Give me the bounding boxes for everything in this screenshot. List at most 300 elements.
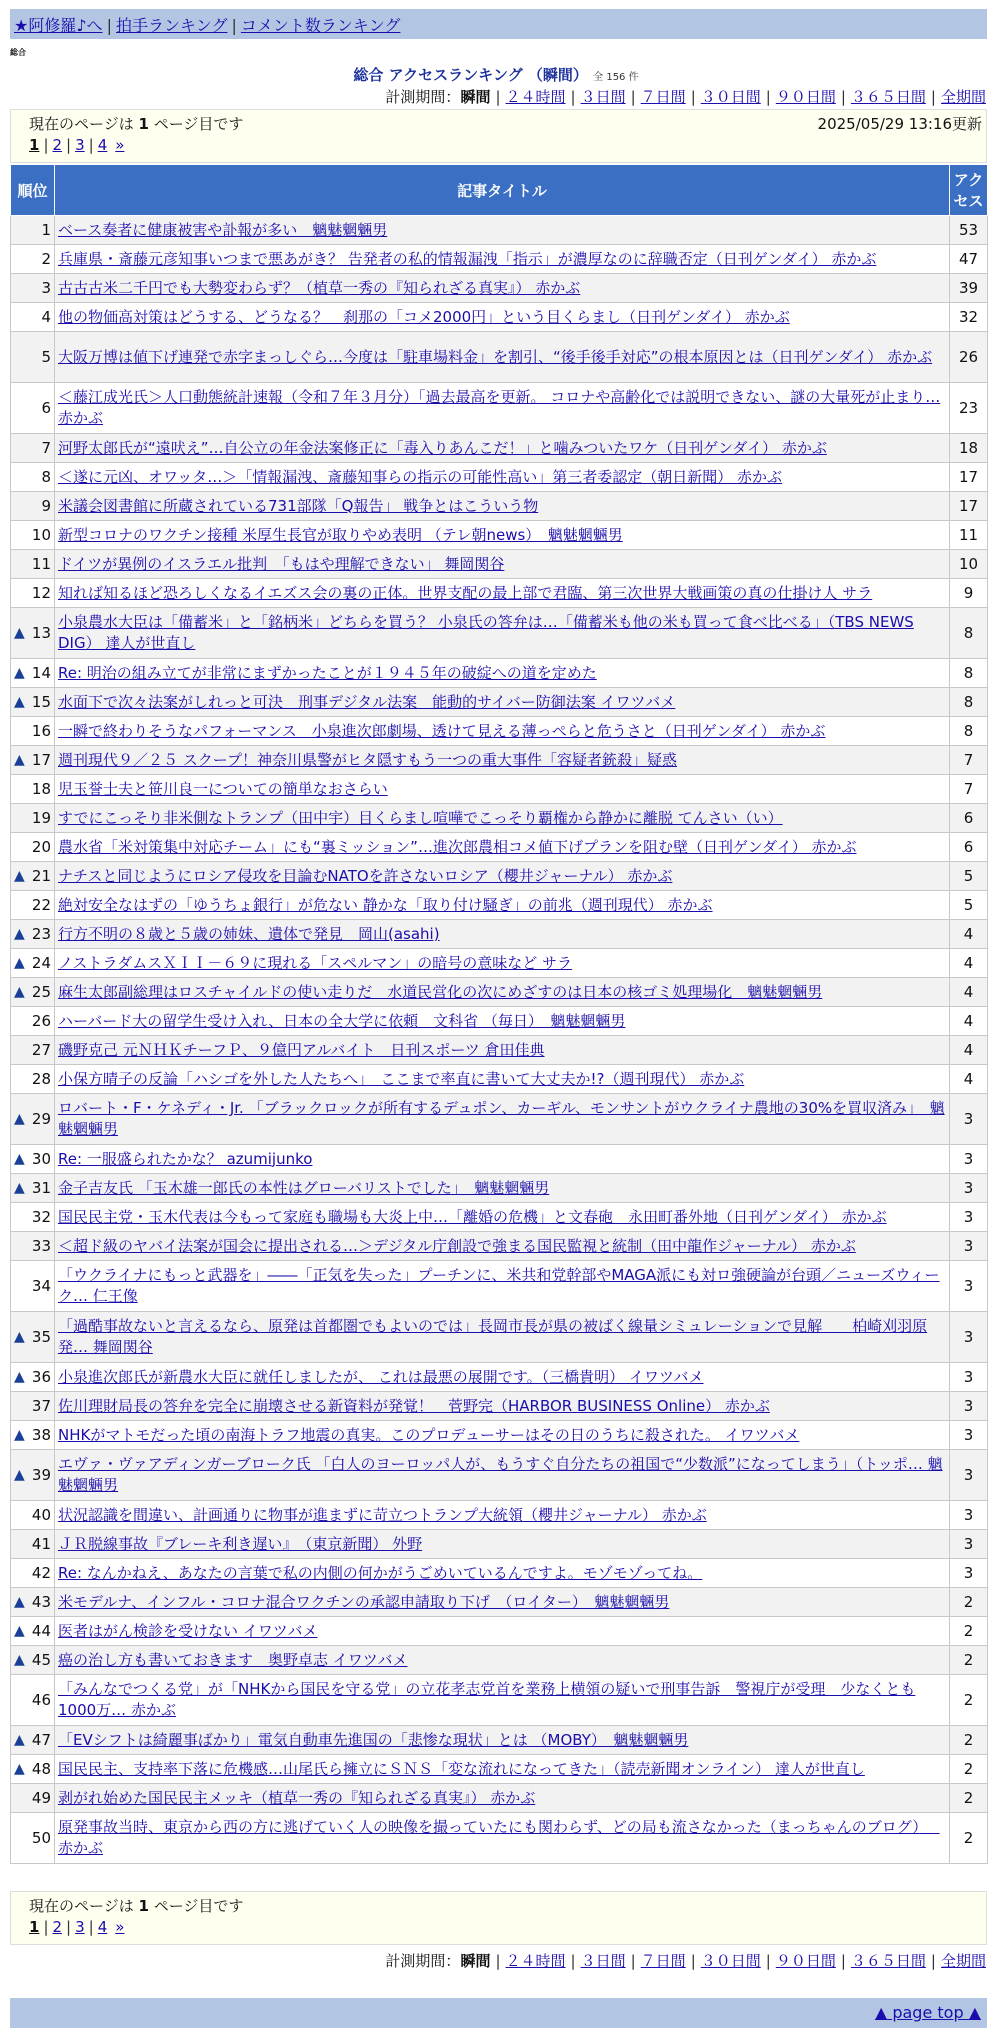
rank-cell [11, 1065, 55, 1094]
access-count: 7 [950, 775, 988, 804]
article-title-link[interactable]: ＜超ド級のヤバイ法案が国会に提出される…＞デジタル庁創設で強まる国民監視と統制（田中龍作ジャーナル） 赤かぶ [58, 1236, 856, 1255]
title-cell [55, 579, 950, 608]
rank-up-arrow-icon: ▲ [14, 1328, 25, 1345]
table-row [11, 608, 988, 659]
pager-top [10, 109, 987, 163]
rank-number: 27 [31, 1040, 51, 1059]
access-count: 4 [950, 1007, 988, 1036]
rank-up-arrow-icon: ▲ [14, 1426, 25, 1443]
rank-up-arrow-icon: ▲ [14, 1179, 25, 1196]
table-row [11, 550, 988, 579]
rank-number: 22 [31, 895, 51, 914]
article-title-link[interactable]: ナチスと同じようにロシア侵攻を目論むNATOを許さないロシア（櫻井ジャーナル） 赤かぶ [58, 866, 673, 885]
article-title-link[interactable]: 児玉誉士夫と笹川良一についての簡単なおさらい [58, 779, 388, 798]
period-label: 計測期間： [385, 1952, 461, 1970]
rank-up-arrow-icon: ▲ [14, 954, 25, 971]
access-count: 2 [950, 1588, 988, 1617]
rank-number: 30 [31, 1149, 51, 1168]
period-selector-bottom: 計測期間：瞬間 | ２４時間 | ３日間 | ７日間 | ３０日間 | ９０日間 | ３６５日間 | 全期間 [385, 1952, 986, 1970]
rank-number: 29 [31, 1109, 51, 1128]
section-label: 総合 [10, 48, 26, 57]
title-cell [55, 1813, 950, 1864]
article-title-link[interactable]: ドイツが異例のイスラエル批判 「もはや理解できない」 舞岡関谷 [58, 554, 505, 573]
table-row [11, 920, 988, 949]
period-3days[interactable]: ３日間 [580, 1952, 626, 1970]
period-selector-top: 計測期間：瞬間 | ２４時間 | ３日間 | ７日間 | ３０日間 | ９０日間 | ３６５日間 | 全期間 [385, 88, 986, 106]
access-count: 3 [950, 1232, 988, 1261]
rank-cell [11, 1036, 55, 1065]
period-all[interactable]: 全期間 [940, 1952, 986, 1970]
title-cell [55, 245, 950, 274]
title-cell [55, 1755, 950, 1784]
title-cell [55, 1784, 950, 1813]
rank-cell [11, 717, 55, 746]
title-cell [55, 434, 950, 463]
rank-cell [11, 521, 55, 550]
table-row [11, 1450, 988, 1501]
rank-cell [11, 949, 55, 978]
rank-number: 25 [31, 982, 51, 1001]
page-top-link[interactable]: ▲ page top ▲ [874, 2003, 981, 2022]
access-count: 2 [950, 1755, 988, 1784]
rank-number: 21 [31, 866, 51, 885]
access-count: 23 [950, 383, 988, 434]
rank-cell [11, 1588, 55, 1617]
article-title-link[interactable]: すでにこっそり非米側なトランプ（田中宇）目くらまし喧嘩でこっそり覇権から静かに離脱 てんさい（い） [58, 808, 783, 827]
access-count: 5 [950, 862, 988, 891]
table-row [11, 862, 988, 891]
table-row [11, 521, 988, 550]
title-cell [55, 1559, 950, 1588]
page-link-2[interactable]: 2 [52, 136, 63, 154]
title-cell [55, 1203, 950, 1232]
title-cell [55, 1007, 950, 1036]
rank-up-arrow-icon: ▲ [14, 1760, 25, 1777]
article-title-link[interactable]: ロバート・F・ケネディ・Jr. 「ブラックロックが所有するデュポン、カーギル、モンサントがウクライナ農地の30%を買収済み」 魑魅魍魎男 [58, 1099, 945, 1138]
rank-cell [11, 1450, 55, 1501]
rank-cell [11, 1145, 55, 1174]
article-title-link[interactable]: 行方不明の８歳と５歳の姉妹、遺体で発見 岡山(asahi) [58, 924, 440, 943]
rank-cell [11, 775, 55, 804]
rank-number: 41 [31, 1534, 51, 1553]
article-title-link[interactable]: 兵庫県・斎藤元彦知事いつまで悪あがき？ 告発者の私的情報漏洩「指示」が濃厚なのに辞職否定（日刊ゲンダイ） 赤かぶ [58, 249, 877, 268]
title-cell [55, 920, 950, 949]
period-24h[interactable]: ２４時間 [505, 1952, 566, 1970]
rank-number: 19 [31, 808, 51, 827]
rank-number: 44 [31, 1621, 51, 1640]
access-count: 7 [950, 746, 988, 775]
article-title-link[interactable]: 「過酷事故ないと言えるなら、原発は首都圏でもよいのでは」長岡市長が県の被ばく線量シミュレーションで見解 柏崎刈羽原発… 舞岡関谷 [58, 1317, 928, 1356]
rank-cell [11, 274, 55, 303]
access-count: 3 [950, 1261, 988, 1312]
article-title-link[interactable]: Re: なんかねえ、あなたの言葉で私の内側の何かがうごめいているんですよ。モゾモゾってね。 [58, 1563, 703, 1582]
article-title-link[interactable]: 他の物価高対策はどうする、どうなる？ 刹那の「コメ2000円」という目くらまし（日刊ゲンダイ） 赤かぶ [58, 307, 790, 326]
table-row [11, 383, 988, 434]
rank-number: 42 [31, 1563, 51, 1582]
access-count: 4 [950, 1036, 988, 1065]
access-count: 17 [950, 492, 988, 521]
article-title-link[interactable]: 小保方晴子の反論「ハシゴを外した人たちへ」 ここまで率直に書いて大丈夫か!?（週刊現代） 赤かぶ [58, 1069, 745, 1088]
header-rank: 順位 [11, 165, 55, 216]
rank-up-arrow-icon: ▲ [14, 693, 25, 710]
table-row [11, 659, 988, 688]
rank-cell [11, 1813, 55, 1864]
access-count: 3 [950, 1363, 988, 1392]
title-cell [55, 659, 950, 688]
title-cell [55, 1617, 950, 1646]
title-cell [55, 1450, 950, 1501]
rank-number: 17 [31, 750, 51, 769]
title-cell [55, 463, 950, 492]
article-title-link[interactable]: 磯野克己 元ＮＨＫチーフＰ、９億円アルバイト 日刊スポーツ 倉田佳典 [58, 1040, 545, 1059]
page-links: 1 | 2 | 3 | 4 » [29, 136, 125, 154]
access-count: 4 [950, 920, 988, 949]
article-title-link[interactable]: 新型コロナのワクチン接種 米厚生長官が取りやめ表明 （テレ朝news） 魑魅魍魎男 [58, 525, 623, 544]
article-title-link[interactable]: 米議会図書館に所蔵されている731部隊「Q報告」 戦争とはこういう物 [58, 496, 539, 515]
title-cell [55, 1646, 950, 1675]
rank-cell [11, 1261, 55, 1312]
rank-cell [11, 303, 55, 332]
access-count: 10 [950, 550, 988, 579]
table-row [11, 303, 988, 332]
article-title-link[interactable]: Re: 一服盛られたかな？ azumijunko [58, 1149, 313, 1168]
title-cell [55, 521, 950, 550]
rank-cell [11, 216, 55, 245]
article-title-link[interactable]: 医者はがん検診を受けない イワツバメ [58, 1621, 318, 1640]
rank-cell [11, 492, 55, 521]
access-count: 5 [950, 891, 988, 920]
table-row [11, 332, 988, 383]
rank-number: 11 [31, 554, 51, 573]
title-cell [55, 1261, 950, 1312]
updated-timestamp: 2025/05/29 13:16更新 [817, 115, 982, 133]
article-title-link[interactable]: 絶対安全なはずの「ゆうちょ銀行」が危ない 静かな「取り付け騒ぎ」の前兆（週刊現代） 赤かぶ [58, 895, 713, 914]
table-row [11, 1501, 988, 1530]
article-title-link[interactable]: 米モデルナ、インフル・コロナ混合ワクチンの承認申請取り下げ （ロイター） 魑魅魍魎男 [58, 1592, 670, 1611]
rank-cell [11, 1363, 55, 1392]
title-cell [55, 717, 950, 746]
rank-number: 46 [31, 1690, 51, 1709]
table-row [11, 1559, 988, 1588]
table-row [11, 1646, 988, 1675]
access-count: 3 [950, 1145, 988, 1174]
rank-number: 15 [31, 692, 51, 711]
period-365days[interactable]: ３６５日間 [850, 1952, 926, 1970]
page-link-4[interactable]: 4 [97, 1918, 108, 1936]
title-cell [55, 216, 950, 245]
period-24h[interactable]: ２４時間 [505, 88, 566, 106]
rank-number: 39 [31, 1465, 51, 1484]
rank-number: 20 [31, 837, 51, 856]
rank-number: 23 [31, 924, 51, 943]
rank-number: 24 [31, 953, 51, 972]
article-title-link[interactable]: 一瞬で終わりそうなパフォーマンス 小泉進次郎劇場、透けて見える薄っぺらと危うさと（日刊ゲンダイ） 赤かぶ [58, 721, 826, 740]
title-cell [55, 550, 950, 579]
table-row [11, 1203, 988, 1232]
title-cell [55, 1421, 950, 1450]
article-title-link[interactable]: 古古古米二千円でも大勢変わらず？（植草一秀の『知られざる真実』） 赤かぶ [58, 278, 581, 297]
rank-cell [11, 1675, 55, 1726]
table-row [11, 1065, 988, 1094]
rank-number: 49 [31, 1788, 51, 1807]
rank-cell [11, 1530, 55, 1559]
access-count: 53 [950, 216, 988, 245]
rank-number: 36 [31, 1367, 51, 1386]
article-title-link[interactable]: 麻生太郎副総理はロスチャイルドの使い走りだ 水道民営化の次にめざすのは日本の核ゴミ処理場化 魑魅魍魎男 [58, 982, 823, 1001]
period-current: 瞬間 [460, 88, 491, 106]
title-cell [55, 274, 950, 303]
period-all[interactable]: 全期間 [940, 88, 986, 106]
article-title-link[interactable]: 剥がれ始めた国民民主メッキ（植草一秀の『知られざる真実』） 赤かぶ [58, 1788, 536, 1807]
table-row [11, 891, 988, 920]
rank-cell [11, 1784, 55, 1813]
title-cell [55, 746, 950, 775]
access-count: 3 [950, 1094, 988, 1145]
rank-number: 14 [31, 663, 51, 682]
rank-up-arrow-icon: ▲ [14, 1110, 25, 1127]
article-title-link[interactable]: 週刊現代９／２５ スクープ！神奈川県警がヒタ隠すもう一つの重大事件「容疑者銃殺」疑惑 [58, 750, 678, 769]
access-count: 18 [950, 434, 988, 463]
ranking-title: 総合 アクセスランキング （瞬間） [353, 66, 588, 84]
access-count: 3 [950, 1559, 988, 1588]
access-count: 8 [950, 688, 988, 717]
article-title-link[interactable]: 「EVシフトは綺麗事ばかり」電気自動車先進国の「悲惨な現状」とは （MOBY） 魑魅魍魎男 [58, 1730, 689, 1749]
rank-number: 3 [41, 278, 51, 297]
period-365days[interactable]: ３６５日間 [850, 88, 926, 106]
article-title-link[interactable]: 原発事故当時、東京から西の方に逃げていく人の映像を撮っていたにも関わらず、どの局も流さなかった（まっちゃんのブログ） 赤かぶ [58, 1818, 940, 1857]
table-row [11, 1530, 988, 1559]
access-count: 2 [950, 1726, 988, 1755]
rank-cell [11, 1421, 55, 1450]
rank-number: 45 [31, 1650, 51, 1669]
rank-cell [11, 1203, 55, 1232]
rank-number: 18 [31, 779, 51, 798]
rank-number: 43 [31, 1592, 51, 1611]
period-7days[interactable]: ７日間 [640, 1952, 686, 1970]
rank-cell [11, 833, 55, 862]
rank-up-arrow-icon: ▲ [14, 983, 25, 1000]
article-title-link[interactable]: 水面下で次々法案がしれっと可決 刑事デジタル法案 能動的サイバー防御法案 イワツバメ [58, 692, 676, 711]
title-cell [55, 383, 950, 434]
rank-up-arrow-icon: ▲ [14, 751, 25, 768]
article-title-link[interactable]: Re: 明治の組み立てが非常にまずかったことが１９４５年の破綻への道を定めた [58, 663, 597, 682]
title-cell [55, 891, 950, 920]
article-title-link[interactable]: 河野太郎氏が“遠吠え”…自公立の年金法案修正に「毒入りあんこだ！」と噛みついたワケ（日刊ゲンダイ） 赤かぶ [58, 438, 827, 457]
access-count: 4 [950, 949, 988, 978]
page-link-4[interactable]: 4 [97, 136, 108, 154]
table-row [11, 717, 988, 746]
article-title-link[interactable]: 金子吉友氏 「玉木雄一郎氏の本性はグローバリストでした」 魑魅魍魎男 [58, 1178, 550, 1197]
table-row [11, 1617, 988, 1646]
article-title-link[interactable]: 状況認識を間違い、計画通りに物事が進まずに苛立つトランプ大統領（櫻井ジャーナル） 赤かぶ [58, 1505, 707, 1524]
rank-number: 31 [31, 1178, 51, 1197]
access-count: 2 [950, 1646, 988, 1675]
access-count: 47 [950, 245, 988, 274]
rank-number: 12 [31, 583, 51, 602]
rank-cell [11, 1392, 55, 1421]
rank-cell [11, 1646, 55, 1675]
period-30days[interactable]: ３０日間 [700, 88, 761, 106]
article-title-link[interactable]: 国民民主党・玉木代表は今もって家庭も職場も大炎上中…「離婚の危機」と文春砲 永田町番外地（日刊ゲンダイ） 赤かぶ [58, 1207, 887, 1226]
title-cell [55, 1036, 950, 1065]
table-row [11, 1813, 988, 1864]
ranking-table [10, 164, 988, 1864]
table-row [11, 804, 988, 833]
article-title-link[interactable]: 農水省「米対策集中対応チーム」にも“裏ミッション”…進次郎農相コメ値下げプランを阻む壁（日刊ゲンダイ） 赤かぶ [58, 837, 857, 856]
table-row [11, 463, 988, 492]
rank-cell [11, 550, 55, 579]
access-count: 2 [950, 1813, 988, 1864]
page-link-3[interactable]: 3 [75, 136, 85, 154]
rank-number: 48 [31, 1759, 51, 1778]
article-title-link[interactable]: 「みんなでつくる党」が「NHKから国民を守る党」の立花孝志党首を業務上横領の疑いで刑事告訴 警視庁が受理 少なくとも1000万… 赤かぶ [58, 1680, 916, 1719]
table-row [11, 1232, 988, 1261]
period-current: 瞬間 [460, 1952, 491, 1970]
table-row [11, 833, 988, 862]
table-row [11, 274, 988, 303]
page-link-3[interactable]: 3 [75, 1918, 85, 1936]
table-row [11, 492, 988, 521]
rank-number: 10 [31, 525, 51, 544]
title-cell [55, 688, 950, 717]
page-next[interactable]: » [115, 1918, 125, 1936]
article-title-link[interactable]: ベース奏者に健康被害や訃報が多い 魑魅魍魎男 [58, 220, 388, 239]
rank-cell [11, 245, 55, 274]
access-count: 3 [950, 1174, 988, 1203]
access-count: 3 [950, 1501, 988, 1530]
rank-cell [11, 1174, 55, 1203]
title-cell [55, 1530, 950, 1559]
access-count: 3 [950, 1392, 988, 1421]
rank-up-arrow-icon: ▲ [14, 1731, 25, 1748]
rank-cell [11, 804, 55, 833]
article-title-link[interactable]: 小泉進次郎氏が新農水大臣に就任しましたが、 これは最悪の展開です。（三橋貴明） イワツバメ [58, 1367, 704, 1386]
rank-cell [11, 383, 55, 434]
page-links: 1 | 2 | 3 | 4 » [29, 1918, 125, 1936]
rank-cell [11, 434, 55, 463]
article-title-link[interactable]: 知れば知るほど恐ろしくなるイエズス会の裏の正体。世界支配の最上部で君臨、第三次世界大戦画策の真の仕掛け人 サラ [58, 583, 873, 602]
table-row [11, 688, 988, 717]
period-90days[interactable]: ９０日間 [775, 88, 836, 106]
rank-cell [11, 659, 55, 688]
article-title-link[interactable]: ノストラダムスＸＩＩ－６９に現れる「スペルマン」の暗号の意味など サラ [58, 953, 573, 972]
rank-cell [11, 1232, 55, 1261]
access-count: 8 [950, 608, 988, 659]
title-cell [55, 492, 950, 521]
title-cell [55, 775, 950, 804]
table-row [11, 1784, 988, 1813]
rank-cell [11, 1559, 55, 1588]
article-title-link[interactable]: エヴァ・ヴァアディンガーブローク氏 「白人のヨーロッパ人が、もうすぐ自分たちの祖国で“少数派”になってしまう」（トッポ… 魑魅魍魎男 [58, 1455, 943, 1494]
period-7days[interactable]: ７日間 [640, 88, 686, 106]
access-count: 2 [950, 1675, 988, 1726]
rank-number: 6 [41, 398, 51, 417]
table-row [11, 1174, 988, 1203]
page-status: 現在のページは 1 ページ目です [29, 115, 244, 133]
article-title-link[interactable]: 「ウクライナにもっと武器を」――「正気を失った」プーチンに、米共和党幹部やMAGA派にも対ロ強硬論が台頭／ニューズウィーク… 仁王像 [58, 1266, 940, 1305]
table-row [11, 1392, 988, 1421]
title-cell [55, 1392, 950, 1421]
top-navigation-bar [10, 9, 987, 39]
rank-number: 2 [41, 249, 51, 268]
access-count: 3 [950, 1450, 988, 1501]
link-asyura-home[interactable]: ★阿修羅♪へ [14, 16, 103, 35]
table-row [11, 1421, 988, 1450]
table-row [11, 1036, 988, 1065]
title-cell [55, 804, 950, 833]
title-cell [55, 862, 950, 891]
rank-number: 26 [31, 1011, 51, 1030]
rank-up-arrow-icon: ▲ [14, 1368, 25, 1385]
page-link-2[interactable]: 2 [52, 1918, 63, 1936]
page-status: 現在のページは 1 ページ目です [29, 1897, 244, 1915]
access-count: 2 [950, 1617, 988, 1646]
rank-up-arrow-icon: ▲ [14, 1651, 25, 1668]
header-access: アクセス [950, 165, 988, 216]
page-current: 1 [29, 136, 40, 154]
access-count: 9 [950, 579, 988, 608]
rank-cell [11, 1726, 55, 1755]
access-count: 6 [950, 804, 988, 833]
period-90days[interactable]: ９０日間 [775, 1952, 836, 1970]
period-30days[interactable]: ３０日間 [700, 1952, 761, 1970]
table-row [11, 1145, 988, 1174]
title-cell [55, 1232, 950, 1261]
article-title-link[interactable]: ＪＲ脱線事故『ブレーキ利き遅い』 （東京新聞） 外野 [58, 1534, 423, 1553]
article-title-link[interactable]: 小泉農水大臣は「備蓄米」と「銘柄米」どちらを買う？ 小泉氏の答弁は…「備蓄米も他の米も買って食べ比べる」（TBS NEWS DIG） 達人が世直し [58, 613, 914, 652]
rank-up-arrow-icon: ▲ [14, 1150, 25, 1167]
header-title: 記事タイトル [55, 165, 950, 216]
access-count: 3 [950, 1530, 988, 1559]
period-3days[interactable]: ３日間 [580, 88, 626, 106]
rank-cell [11, 891, 55, 920]
title-cell [55, 1065, 950, 1094]
article-title-link[interactable]: 佐川理財局長の答弁を完全に崩壊させる新資料が発覚！ 菅野完（HARBOR BUSINESS Online） 赤かぶ [58, 1396, 770, 1415]
rank-number: 13 [31, 623, 51, 642]
rank-number: 35 [31, 1327, 51, 1346]
access-count: 3 [950, 1312, 988, 1363]
title-cell [55, 303, 950, 332]
title-cell [55, 949, 950, 978]
article-title-link[interactable]: ＜遂に元凶、オワッタ…＞「情報漏洩、斎藤知事らの指示の可能性高い」第三者委認定（朝日新聞） 赤かぶ [58, 467, 783, 486]
title-cell [55, 1726, 950, 1755]
title-cell [55, 1094, 950, 1145]
article-title-link[interactable]: ハーバード大の留学生受け入れ、日本の全大学に依頼 文科省 （毎日） 魑魅魍魎男 [58, 1011, 626, 1030]
access-count: 2 [950, 1784, 988, 1813]
rank-number: 47 [31, 1730, 51, 1749]
rank-cell [11, 920, 55, 949]
link-applause-ranking[interactable]: 拍手ランキング [115, 16, 228, 35]
access-count: 3 [950, 1203, 988, 1232]
rank-number: 40 [31, 1505, 51, 1524]
article-title-link[interactable]: ＜藤江成光氏＞人口動態統計速報（令和７年３月分）「過去最高を更新。 コロナや高齢化では説明できない、謎の大量死が止まり… 赤かぶ [58, 388, 941, 427]
item-count: 全 156 件 [593, 72, 639, 83]
rank-number: 34 [31, 1276, 51, 1295]
article-title-link[interactable]: NHKがマトモだった頃の南海トラフ地震の真実。このプロデューサーはその日のうちに殺された。 イワツバメ [58, 1425, 800, 1444]
rank-number: 16 [31, 721, 51, 740]
link-comment-ranking[interactable]: コメント数ランキング [240, 16, 401, 35]
rank-cell [11, 1617, 55, 1646]
article-title-link[interactable]: 大阪万博は値下げ連発で赤字まっしぐら…今度は「駐車場料金」を割引、“後手後手対応”の根本原因とは（日刊ゲンダイ） 赤かぶ [58, 347, 933, 366]
rank-number: 8 [41, 467, 51, 486]
page-next[interactable]: » [115, 136, 125, 154]
title-cell [55, 608, 950, 659]
title-cell [55, 1675, 950, 1726]
article-title-link[interactable]: 国民民主、支持率下落に危機感…山尾氏ら擁立にＳＮＳ「変な流れになってきた」（読売新聞オンライン） 達人が世直し [58, 1759, 865, 1778]
table-row [11, 579, 988, 608]
rank-up-arrow-icon: ▲ [14, 664, 25, 681]
article-title-link[interactable]: 癌の治し方も書いておきます 奥野卓志 イワツバメ [58, 1650, 408, 1669]
